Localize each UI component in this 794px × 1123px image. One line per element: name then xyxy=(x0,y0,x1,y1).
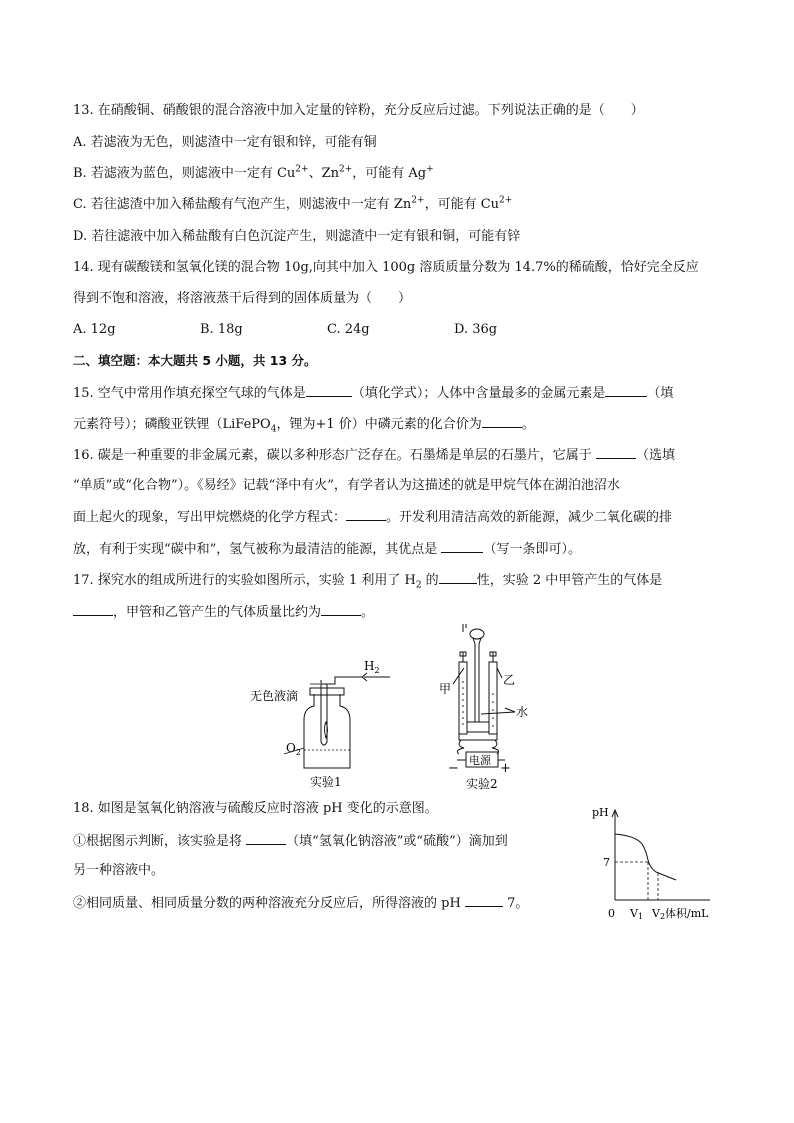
answer-blank[interactable] xyxy=(73,603,113,616)
power-supply-label: 电源 xyxy=(469,754,491,767)
q18-stem: 18. 如图是氢氧化钠溶液与硫酸反应时溶液 pH 变化的示意图。 xyxy=(73,801,438,816)
answer-blank[interactable] xyxy=(482,415,522,428)
q14-option-a: A. 12g xyxy=(73,322,116,337)
q14-option-b: B. 18g xyxy=(200,322,243,337)
v2-volume-label: V2体积/mL xyxy=(652,907,709,921)
answer-blank[interactable] xyxy=(246,832,286,845)
water-label: 水 xyxy=(516,705,529,719)
ph-axis-label: pH xyxy=(592,806,609,819)
q16-line4: 放，有利于实现“碳中和”，氢气被称为最清洁的能源，其优点是 （写一条即可）。 xyxy=(73,542,581,557)
q17-line1: 17. 探究水的组成所进行的实验如图所示，实验 1 利用了 $H_2$ 的 性，实验 2 中甲管产生的气体是 xyxy=(73,573,663,591)
h2-label: $H_2$ xyxy=(364,659,380,675)
q16-line2: “单质”或“化合物”）。《易经》记载“泽中有火”，有学者认为这描述的就是甲烷气体在湖泊池沼水 xyxy=(73,478,620,493)
q17-line2: ，甲管和乙管产生的气体质量比约为 。 xyxy=(73,603,374,622)
q13-option-a: A. 若滤液为无色，则滤渣中一定有银和锌，可能有铜 xyxy=(73,135,377,150)
v1-label: V1 xyxy=(630,907,644,921)
q13-option-c: C. 若往滤渣中加入稀盐酸有气泡产生，则滤液中一定有 $Zn^{2+}$，可能有 $Cu^{2+}$ xyxy=(73,195,513,212)
ph-tick-7: 7 xyxy=(603,856,610,869)
q17-experiment-figure xyxy=(240,622,540,794)
q18-ph-curve-figure xyxy=(586,800,722,924)
q15-line2: 元素符号）；磷酸亚铁锂（LiFePO$_4$，锂为+1 价）中磷元素的化合价为 。 xyxy=(73,417,535,435)
answer-blank[interactable] xyxy=(605,384,647,397)
q16-line3: 面上起火的现象，写出甲烷燃烧的化学方程式： 。开发利用清洁高效的新能源，减少二氧化碳的排 xyxy=(73,510,673,525)
ph-axes xyxy=(612,810,710,900)
answer-blank[interactable] xyxy=(306,384,352,397)
answer-blank[interactable] xyxy=(439,571,477,584)
tube-yi-label: 乙 xyxy=(503,673,516,687)
q14-stem-line2: 得到不饱和溶液，将溶液蒸干后得到的固体质量为（ ） xyxy=(73,291,412,306)
experiment2-caption: 实验2 xyxy=(466,777,498,791)
section-heading: 二、填空题：本大题共 5 小题，共 13 分。 xyxy=(73,353,317,368)
origin-label: 0 xyxy=(608,907,615,920)
q14-options xyxy=(73,321,581,339)
negative-terminal: − xyxy=(448,761,459,776)
q18-part1-line2: 另一种溶液中。 xyxy=(73,863,165,878)
q13-option-d: D. 若往滤液中加入稀盐酸有白色沉淀产生，则滤渣中一定有银和铜，可能有锌 xyxy=(73,229,521,244)
q16-line1: 16. 碳是一种重要的非金属元素，碳以多种形态广泛存在。石墨烯是单层的石墨片，它属于 （选填 xyxy=(73,448,675,463)
answer-blank[interactable] xyxy=(441,540,483,553)
answer-blank[interactable] xyxy=(321,603,361,616)
q18-part2: ②相同质量、相同质量分数的两种溶液充分反应后，所得溶液的 pH 7。 xyxy=(73,896,529,911)
q14-stem-line1: 14. 现有碳酸镁和氢氧化镁的混合物 10g,向其中加入 100g 溶质质量分数为 14.7%的稀硫酸，恰好完全反应 xyxy=(73,260,699,275)
q15-line1: 15. 空气中常用作填充探空气球的气体是 （填化学式）；人体中含量最多的金属元素是 （填 xyxy=(73,386,674,401)
q14-option-c: C. 24g xyxy=(327,322,370,337)
q14-option-d: D. 36g xyxy=(454,322,498,337)
answer-blank[interactable] xyxy=(596,446,636,459)
q13-stem: 13. 在硝酸铜、硝酸银的混合溶液中加入定量的锌粉，充分反应后过滤。下列说法正确的是（ ） xyxy=(73,103,644,118)
experiment1-caption: 实验1 xyxy=(310,775,342,789)
positive-terminal: + xyxy=(500,761,511,776)
answer-blank[interactable] xyxy=(346,508,386,521)
colorless-droplet-label: 无色液滴 xyxy=(250,689,299,703)
o2-label: $O_2$ xyxy=(286,741,301,757)
ph-curve xyxy=(615,834,676,880)
q13-option-b: B. 若滤液为蓝色，则滤液中一定有 $Cu^{2+}$、$Zn^{2+}$，可能有 Ag+ xyxy=(73,164,434,181)
q18-part1-line1: ①根据图示判断，该实验是将 （填“氢氧化钠溶液”或“硫酸”）滴加到 xyxy=(73,834,508,849)
experiment2-apparatus xyxy=(453,624,515,767)
tube-jia-label: 甲 xyxy=(439,682,452,696)
answer-blank[interactable] xyxy=(465,894,503,907)
